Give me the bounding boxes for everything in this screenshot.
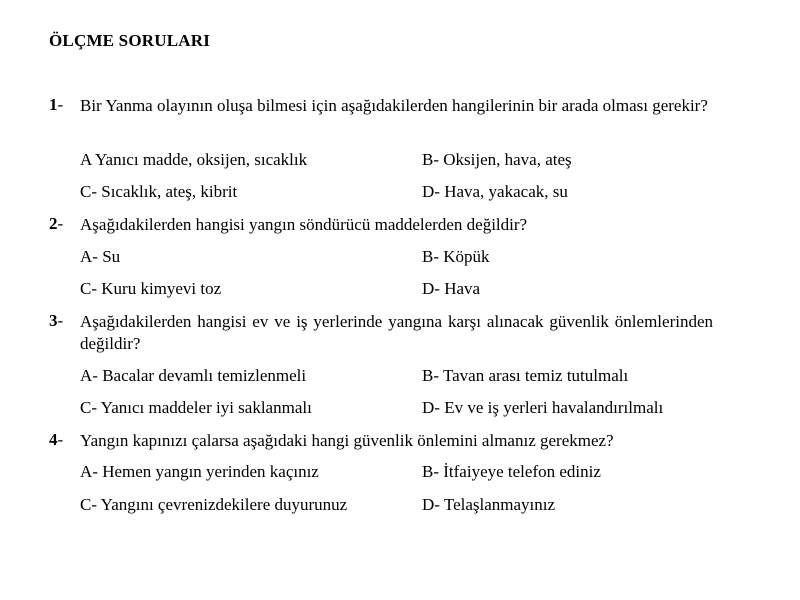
answer-option: C- Yangını çevrenizdekilere duyurunuz [80, 495, 348, 514]
answer-option: A- Su [80, 247, 121, 266]
answer-option: D- Hava, yakacak, su [422, 182, 568, 201]
question-text: Aşağıdakilerden hangisi ev ve iş yerlerinde yangına karşı alınacak güvenlik önlemlerinden değildir? [80, 312, 713, 353]
answer-option: B- Tavan arası temiz tutulmalı [422, 366, 629, 385]
answer-option: D- Hava [422, 279, 481, 298]
answer-option: B- Oksijen, hava, ateş [422, 150, 572, 169]
answer-option: C- Sıcaklık, ateş, kibrit [80, 182, 238, 201]
question-number: 3- [49, 311, 64, 330]
question-number: 4- [49, 430, 64, 449]
answer-option: C- Yanıcı maddeler iyi saklanmalı [80, 398, 312, 417]
answer-option: A- Hemen yangın yerinden kaçınız [80, 462, 319, 481]
question-text: Aşağıdakilerden hangisi yangın söndürücü maddelerden değildir? [80, 215, 528, 234]
question-number: 2- [49, 214, 64, 233]
answer-option: B- Köpük [422, 247, 490, 266]
answer-option: D- Telaşlanmayınız [422, 495, 556, 514]
question-text: Bir Yanma olayının oluşa bilmesi için aşağıdakilerden hangilerinin bir arada olması gerekir? [80, 96, 708, 115]
answer-option: A Yanıcı madde, oksijen, sıcaklık [80, 150, 308, 169]
answer-option: D- Ev ve iş yerleri havalandırılmalı [422, 398, 664, 417]
answer-option: B- İtfaiyeye telefon ediniz [422, 462, 601, 481]
question-text: Yangın kapınızı çalarsa aşağıdaki hangi güvenlik önlemini almanız gerekmez? [80, 431, 614, 450]
answer-option: A- Bacalar devamlı temizlenmeli [80, 366, 307, 385]
page-title: ÖLÇME SORULARI [49, 31, 211, 50]
answer-option: C- Kuru kimyevi toz [80, 279, 222, 298]
question-number: 1- [49, 95, 64, 114]
